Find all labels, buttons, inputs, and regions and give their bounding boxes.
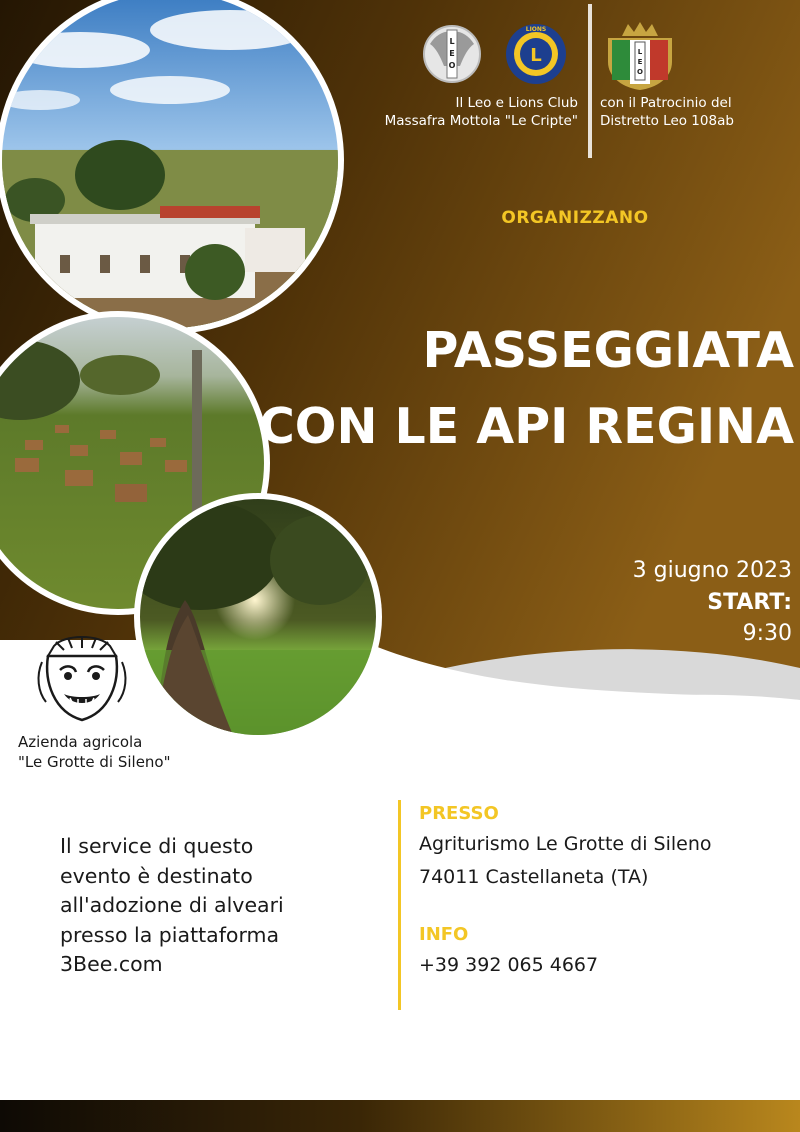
host-line1: Azienda agricola — [18, 733, 143, 751]
svg-text:LIONS: LIONS — [525, 26, 547, 33]
patrocinio-line1: con il Patrocinio del — [600, 95, 732, 111]
service-line3: all'adozione di alveari — [60, 893, 284, 917]
svg-text:O: O — [637, 68, 643, 76]
venue-name: Agriturismo Le Grotte di Sileno — [419, 833, 712, 855]
distretto-leo-crest-icon — [600, 18, 680, 92]
leo-lions-logos — [420, 22, 580, 86]
clubs-name — [356, 94, 578, 130]
host-line2: "Le Grotte di Sileno" — [18, 753, 171, 771]
lions-international-logo-icon — [506, 24, 566, 84]
service-line5: 3Bee.com — [60, 952, 163, 976]
organizzano-label: ORGANIZZANO — [501, 208, 649, 228]
theater-mask-logo-icon — [34, 632, 130, 724]
service-description — [60, 832, 360, 980]
svg-text:E: E — [637, 58, 643, 66]
svg-text:L: L — [530, 45, 542, 66]
service-line1: Il service di questo — [60, 834, 254, 858]
info-phone: +39 392 065 4667 — [419, 954, 599, 976]
clubs-line1: Il Leo e Lions Club — [455, 95, 578, 111]
patrocinio — [600, 94, 790, 130]
start-label: START: — [707, 590, 792, 615]
start-time: 9:30 — [742, 621, 792, 646]
service-line4: presso la piattaforma — [60, 922, 280, 947]
venue-address: 74011 Castellaneta (TA) — [419, 866, 649, 888]
host-name — [18, 732, 218, 772]
patrocinio-line2: Distretto Leo 108ab — [600, 113, 734, 129]
event-title-line1: PASSEGGIATA — [422, 322, 794, 379]
clubs-line2: Massafra Mottola "Le Cripte" — [384, 113, 578, 129]
svg-text:E: E — [449, 49, 455, 58]
event-title-line2: CON LE API REGINA — [258, 398, 794, 455]
info-label: INFO — [419, 924, 469, 945]
svg-text:O: O — [448, 61, 456, 70]
leo-club-logo-icon — [424, 26, 480, 82]
details-divider — [398, 800, 401, 1010]
header-divider — [588, 4, 592, 158]
footer-bar — [0, 1100, 800, 1132]
svg-text:L: L — [449, 37, 455, 46]
event-date: 3 giugno 2023 — [632, 558, 792, 583]
presso-label: PRESSO — [419, 803, 499, 824]
svg-text:L: L — [637, 48, 643, 56]
service-line2: evento è destinato — [60, 863, 253, 888]
